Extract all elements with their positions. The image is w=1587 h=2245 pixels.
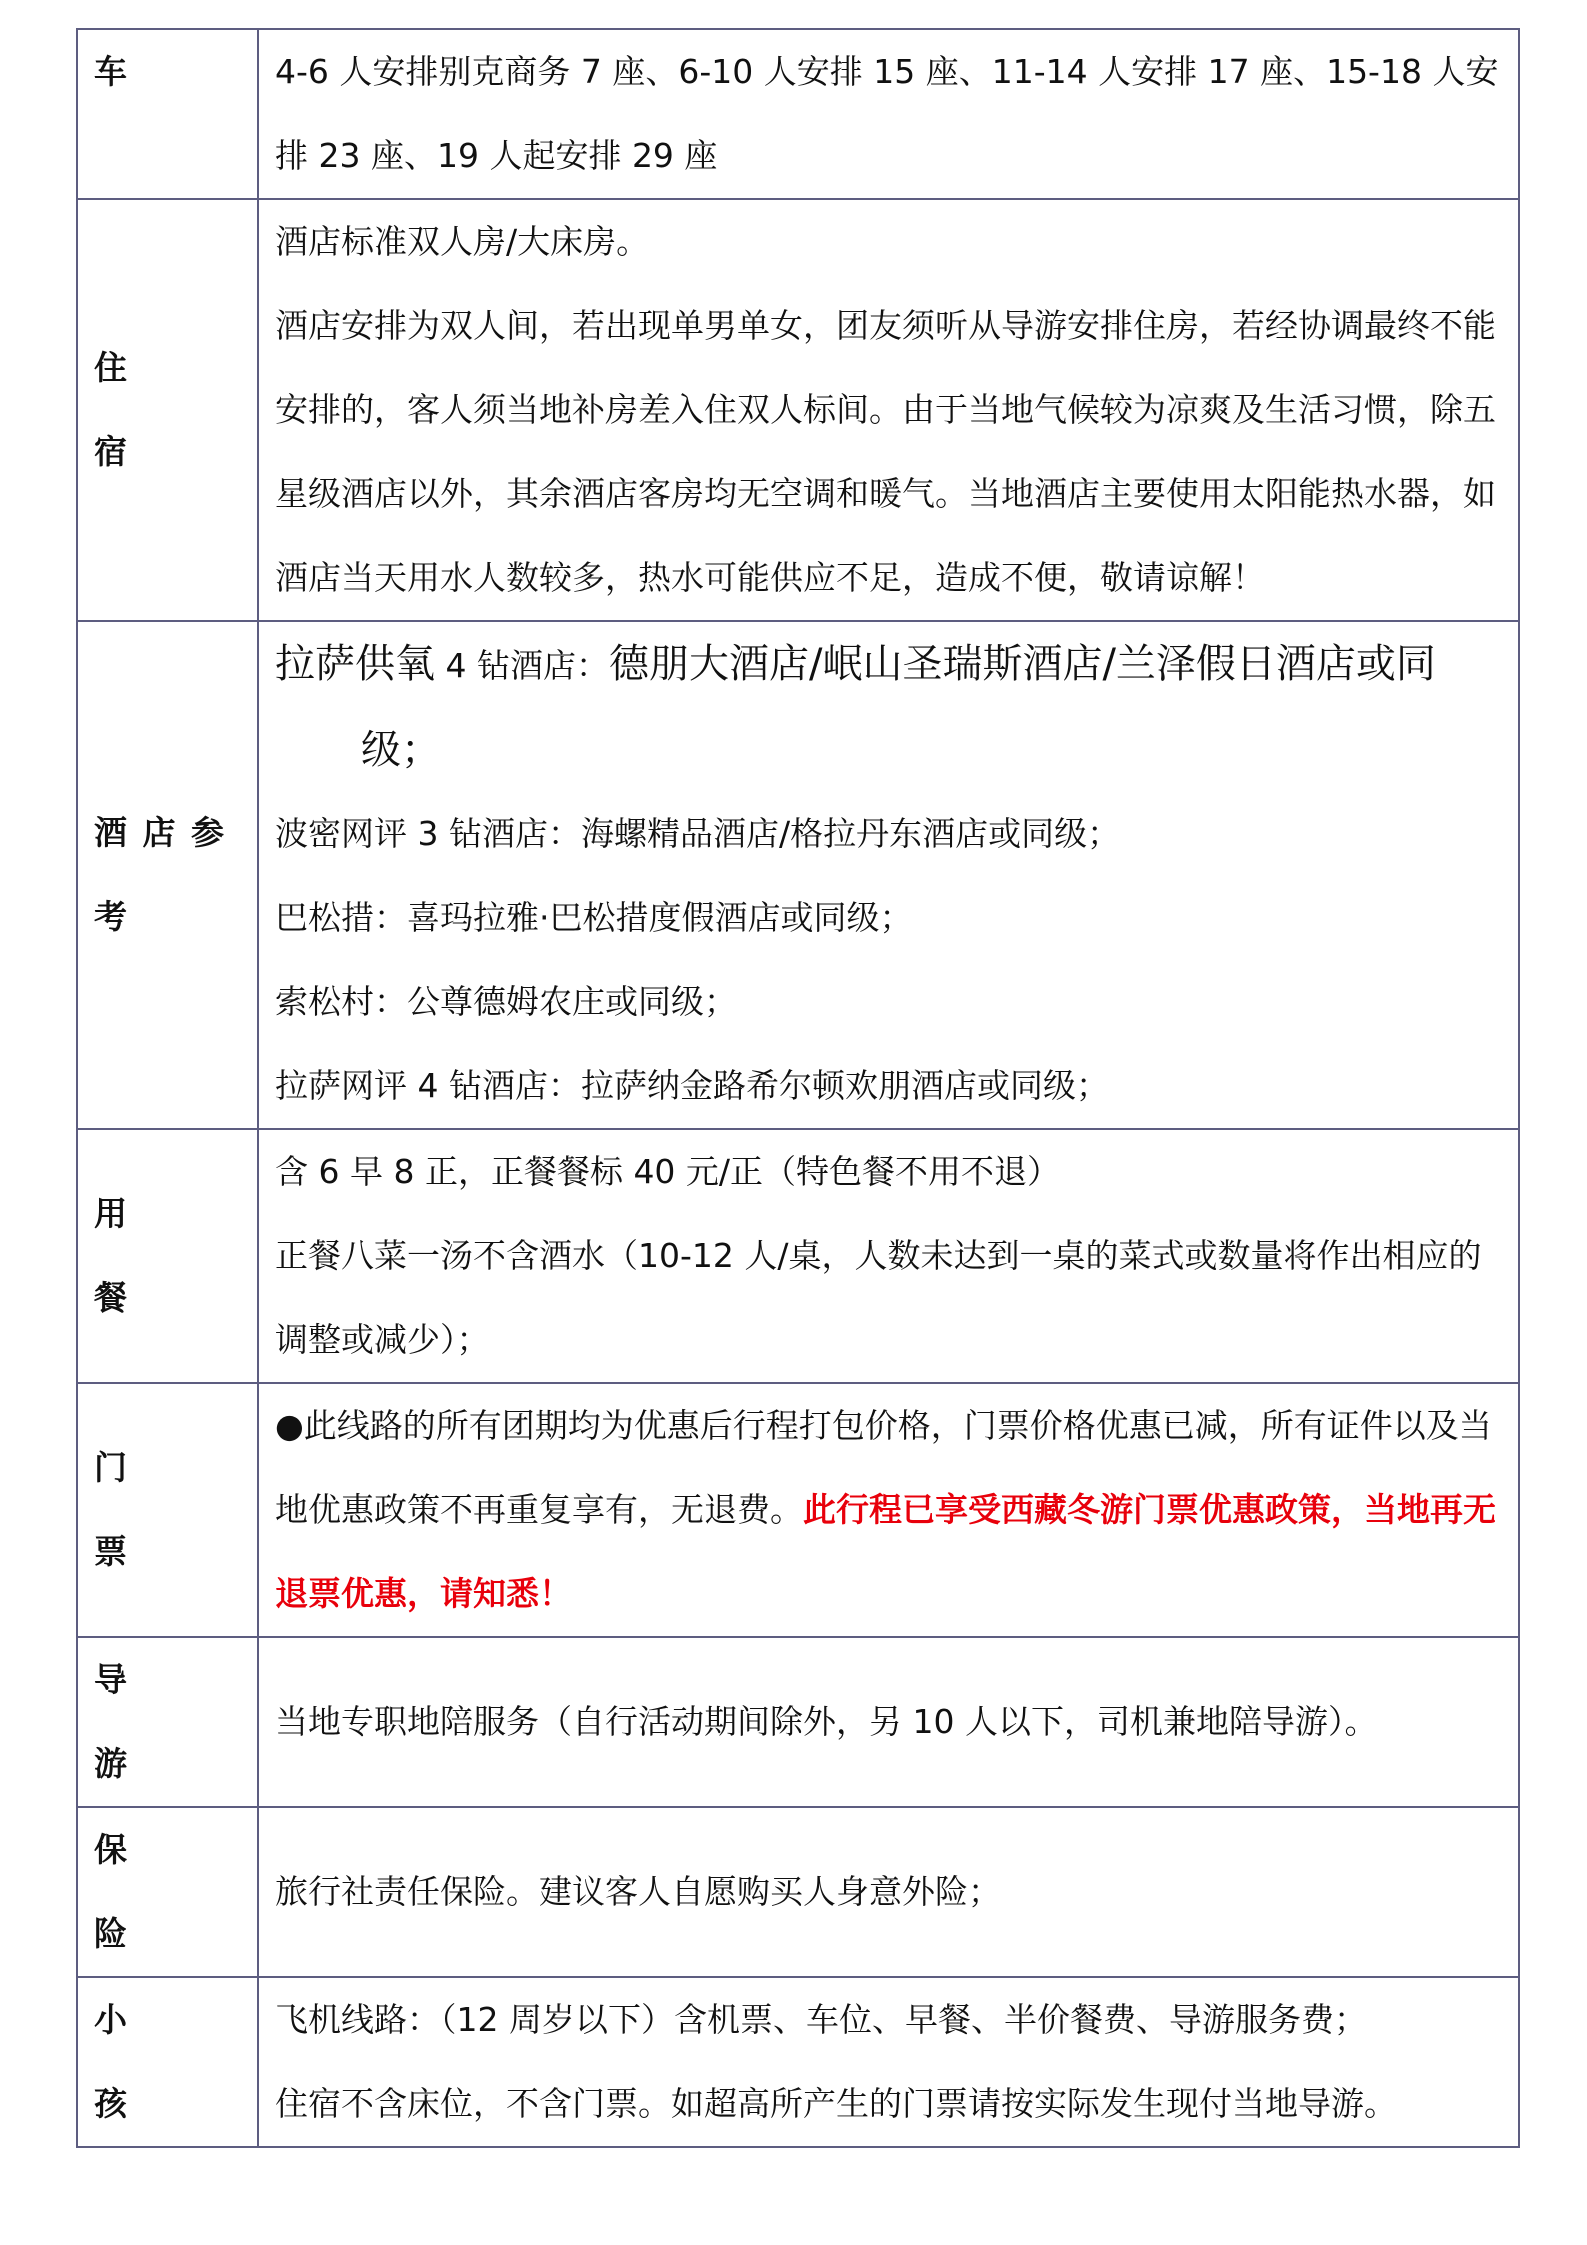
table-row	[77, 1977, 1519, 2147]
table-row	[77, 621, 1519, 1129]
row-label-text: 考	[94, 897, 129, 936]
row-label-text: 车	[94, 52, 129, 91]
itinerary-terms-table	[76, 28, 1520, 2148]
hotel-suosong: 索松村：公尊德姆农庄或同级；	[275, 982, 737, 1021]
table-row	[77, 29, 1519, 199]
row-label-tickets	[77, 1383, 258, 1637]
row-label-text: 住	[94, 348, 129, 387]
row-label-text: 孩	[94, 2084, 129, 2123]
children-lodging-text: 住宿不含床位，不含门票。如超高所产生的门票请按实际发生现付当地导游。	[275, 2084, 1397, 2123]
table-row	[77, 1637, 1519, 1807]
lodging-policy-text: 酒店安排为双人间，若出现单男单女，团友须听从导游安排住房，若经协调最终不能安排的，客人须当地补房差入住双人标间。由于当地气候较为凉爽及生活习惯，除五星级酒店以外，其余酒店客房均无空调和暖气。当地酒店主要使用太阳能热水器，如酒店当天用水人数较多，热水可能供应不足，造成不便，敬请谅解！	[275, 306, 1496, 597]
row-label-text: 餐	[94, 1278, 129, 1317]
row-content-lodging	[258, 199, 1519, 621]
meal-standard: 含 6 早 8 正，正餐餐标 40 元/正（特色餐不用不退）	[275, 1152, 1061, 1191]
meal-detail: 正餐八菜一汤不含酒水（10-12 人/桌，人数未达到一桌的菜式或数量将作出相应的调整或减少）；	[275, 1236, 1482, 1359]
row-label-hotels	[77, 621, 258, 1129]
hotel-lhasa-label: 拉萨供氧	[275, 641, 435, 687]
hotel-lhasa-names: 德朋大酒店/岷山圣瑞斯酒店/兰泽假日酒店或同	[608, 641, 1436, 687]
car-arrangement-text: 4-6 人安排别克商务 7 座、6-10 人安排 15 座、11-14 人安排 17 座、15-18 人安排 23 座、19 人起安排 29 座	[275, 52, 1499, 175]
row-content-guide	[258, 1637, 1519, 1807]
row-label-text: 门	[94, 1448, 129, 1487]
row-label-insurance	[77, 1807, 258, 1977]
ticket-policy-text: ●此线路的所有团期均为优惠后行程打包价格，门票价格优惠已减，所有证件以及当地优惠政策不再重复享有，无退费。	[275, 1406, 1492, 1529]
row-label-text: 导	[94, 1660, 129, 1699]
row-content-insurance	[258, 1807, 1519, 1977]
row-label-children	[77, 1977, 258, 2147]
row-label-text: 游	[94, 1744, 129, 1783]
row-content-car	[258, 29, 1519, 199]
table-row	[77, 1383, 1519, 1637]
row-label-text: 险	[94, 1914, 129, 1953]
lodging-room-type: 酒店标准双人房/大床房。	[275, 222, 650, 261]
ticket-notice-red: 此行程已享受西藏冬游门票优惠政策，当地再无退票优惠，请知悉！	[275, 1490, 1496, 1613]
row-content-meals	[258, 1129, 1519, 1383]
row-label-lodging	[77, 199, 258, 621]
row-label-text: 酒 店 参	[94, 813, 226, 852]
row-label-text: 票	[94, 1532, 129, 1571]
row-label-text: 宿	[94, 432, 129, 471]
row-label-text: 小	[94, 2000, 129, 2039]
row-label-text: 用	[94, 1194, 129, 1233]
hotel-lhasa-names-cont: 级；	[361, 727, 441, 773]
row-content-hotels	[258, 621, 1519, 1129]
table-row	[77, 1129, 1519, 1383]
row-content-tickets	[258, 1383, 1519, 1637]
row-label-car	[77, 29, 258, 199]
hotel-bomi: 波密网评 3 钻酒店：海螺精品酒店/格拉丹东酒店或同级；	[275, 814, 1121, 853]
row-label-guide	[77, 1637, 258, 1807]
table-row	[77, 1807, 1519, 1977]
row-label-text: 保	[94, 1830, 129, 1869]
insurance-text: 旅行社责任保险。建议客人自愿购买人身意外险；	[275, 1872, 1001, 1911]
children-flight-text: 飞机线路：（12 周岁以下）含机票、车位、早餐、半价餐费、导游服务费；	[275, 2000, 1367, 2039]
row-content-children	[258, 1977, 1519, 2147]
hotel-lhasa-oxygen	[275, 622, 1506, 708]
row-label-meals	[77, 1129, 258, 1383]
hotel-lhasa-grade: 4 钻酒店：	[435, 646, 609, 685]
table-row	[77, 199, 1519, 621]
guide-service-text: 当地专职地陪服务（自行活动期间除外，另 10 人以下，司机兼地陪导游）。	[275, 1702, 1378, 1741]
hotel-basongcuo: 巴松措：喜玛拉雅·巴松措度假酒店或同级；	[275, 898, 913, 937]
hotel-lhasa-hilton: 拉萨网评 4 钻酒店：拉萨纳金路希尔顿欢朋酒店或同级；	[275, 1066, 1109, 1105]
